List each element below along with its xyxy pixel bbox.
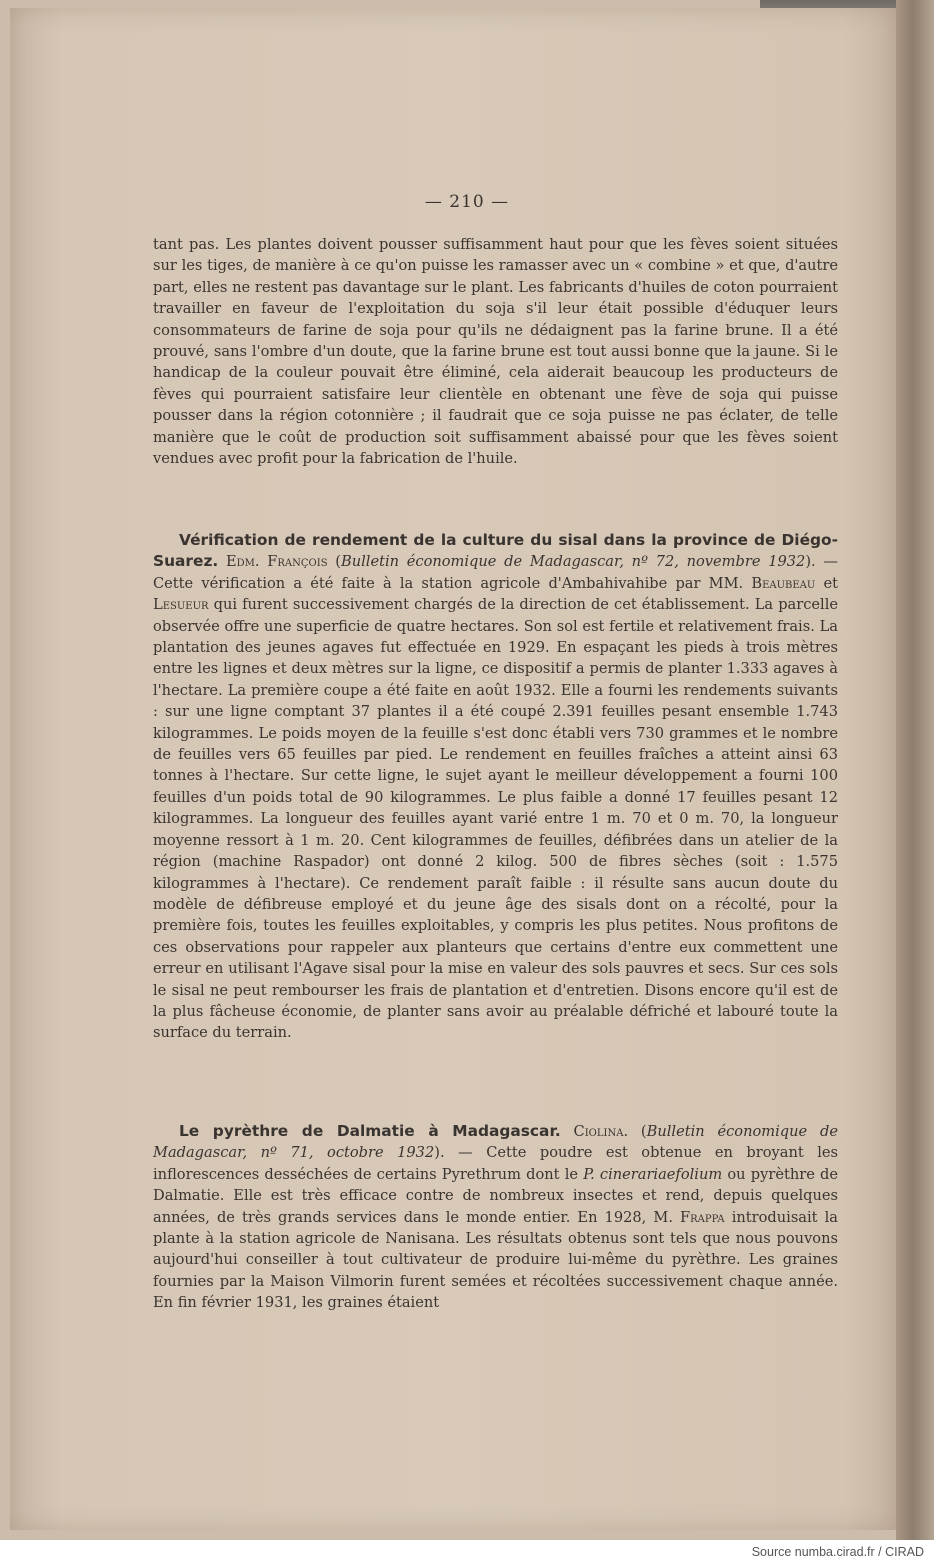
species-name: P. cinerariaefolium bbox=[583, 1165, 723, 1183]
article-author: Ciolina bbox=[573, 1123, 624, 1140]
source-open: . ( bbox=[623, 1123, 647, 1140]
person-name: Beaubeau bbox=[751, 574, 816, 592]
article-body: introduisait la plante à la station agricole de Nanisana. Les résultats obtenus sont tels que nous pouvons aujourd'hui conseiller à tout cultivateur de produire lui-même du pyrèthre. Les graines fournies par la Maison Vilmorin furent semées et récoltées successivement chaque année. En fin février 1931, les graines étaient bbox=[153, 1208, 838, 1312]
article-source: Bulletin économique de Madagascar, nº 72, novembre 1932 bbox=[341, 553, 806, 571]
source-close: ). — bbox=[805, 553, 838, 571]
article-body: ou pyrèthre de Dalmatie. Elle est très efficace contre de nombreux insectes et rend, depuis quelques années, de très grands services dans le monde entier. En 1928, M. bbox=[153, 1165, 838, 1226]
article-source: Bulletin économique de Madagascar, nº 71, octobre 1932 bbox=[153, 1123, 838, 1162]
article-body: et bbox=[815, 574, 838, 592]
source-open: ( bbox=[327, 553, 341, 571]
page-edge bbox=[896, 0, 934, 1540]
source-credit: Source numba.cirad.fr / CIRAD bbox=[751, 1545, 924, 1559]
person-name: Lesueur bbox=[153, 596, 209, 614]
person-name: Frappa bbox=[680, 1208, 725, 1226]
article-heading: Le pyrèthre de Dalmatie à Madagascar. bbox=[179, 1122, 561, 1140]
article-heading: Vérification de rendement de la culture du sisal dans la province de Diégo-Suarez. bbox=[153, 531, 838, 571]
article-sisal bbox=[153, 530, 838, 1044]
article-body: Cette poudre est obtenue en broyant les inflorescences desséchées de certains Pyrethrum dont le bbox=[153, 1144, 838, 1183]
page-number: — 210 — bbox=[424, 192, 510, 212]
article-author: Edm. François bbox=[226, 553, 328, 571]
article-body: Cette vérification a été faite à la station agricole d'Ambahivahibe par MM. bbox=[153, 574, 752, 592]
source-close: ). — bbox=[434, 1144, 487, 1162]
article-body: qui furent successivement chargés de la direction de cet établissement. La parcelle observée offre une superficie de quatre hectares. Son sol est fertile et relativement frais. La plantation des jeunes agaves fut effectuée en 1929. En espaçant les pieds à trois mètres entre les lignes et deux mètres sur la ligne, ce dispositif a permis de planter 1.333 agaves à l'hectare. La première coupe a été faite en août 1932. Elle a fourni les rendements suivants : sur une ligne comptant 37 plantes il a été coupé 2.391 feuilles pesant ensemble 1.743 kilogrammes. Le poids moyen de la feuille s'est donc établi vers 730 grammes et le nombre de feuilles vers 65 feuilles par pied. Le rendement en feuilles fraîches a atteint ainsi 63 tonnes à l'hectare. Sur cette ligne, le sujet ayant le meilleur développement a fourni 100 feuilles d'un poids total de 90 kilogrammes. Le plus faible a donné 17 feuilles pesant 12 kilogrammes. La longueur des feuilles ayant varié entre 1 m. 70 et 0 m. 70, la longueur moyenne ressort à 1 m. 20. Cent kilogrammes de feuilles, défibrées dans un atelier de la région (machine Raspador) ont donné 2 kilog. 500 de fibres sèches (soit : 1.575 kilogrammes à l'hectare). Ce rendement paraît faible : il résulte sans aucun doute du modèle de défibreuse employé et du jeune âge des sisals dont on a récolté, pour la première fois, toutes les feuilles exploitables, y compris les plus petites. Nous profitons de ces observations pour rappeler aux planteurs que certains d'entre eux commettent une erreur en utilisant l'Agave sisal pour la mise en valeur des sols pauvres et secs. Sur ces sols le sisal ne peut rembourser les frais de plantation et d'entretien. Disons encore qu'il est de la plus fâcheuse économie, de planter sans avoir au préalable défriché et labouré toute la surface du terrain. bbox=[153, 596, 838, 1042]
paragraph-soja: tant pas. Les plantes doivent pousser suffisamment haut pour que les fèves soient situées sur les tiges, de manière à ce qu'on puisse les ramasser avec un « combine » et que, d'autre part, elles ne restent pas davantage sur le plant. Les fabricants d'huiles de coton pourraient travailler en faveur de l'exploitation du soja s'il leur était possible d'éduquer leurs consommateurs de farine de soja pour qu'ils ne dédaignent pas la farine brune. Il a été prouvé, sans l'ombre d'un doute, que la farine brune est tout aussi bonne que la jaune. Si le handicap de la couleur pouvait être éliminé, cela aiderait beaucoup les producteurs de fèves qui pourraient satisfaire leur clientèle en obtenant une fève de soja qui puisse pousser dans la région cotonnière ; il faudrait que ce soja puisse ne pas éclater, de telle manière que le coût de production soit suffisamment abaissé pour que les fèves soient vendues avec profit pour la fabrication de l'huile. bbox=[153, 236, 838, 468]
article-pyrethre bbox=[153, 1121, 838, 1314]
